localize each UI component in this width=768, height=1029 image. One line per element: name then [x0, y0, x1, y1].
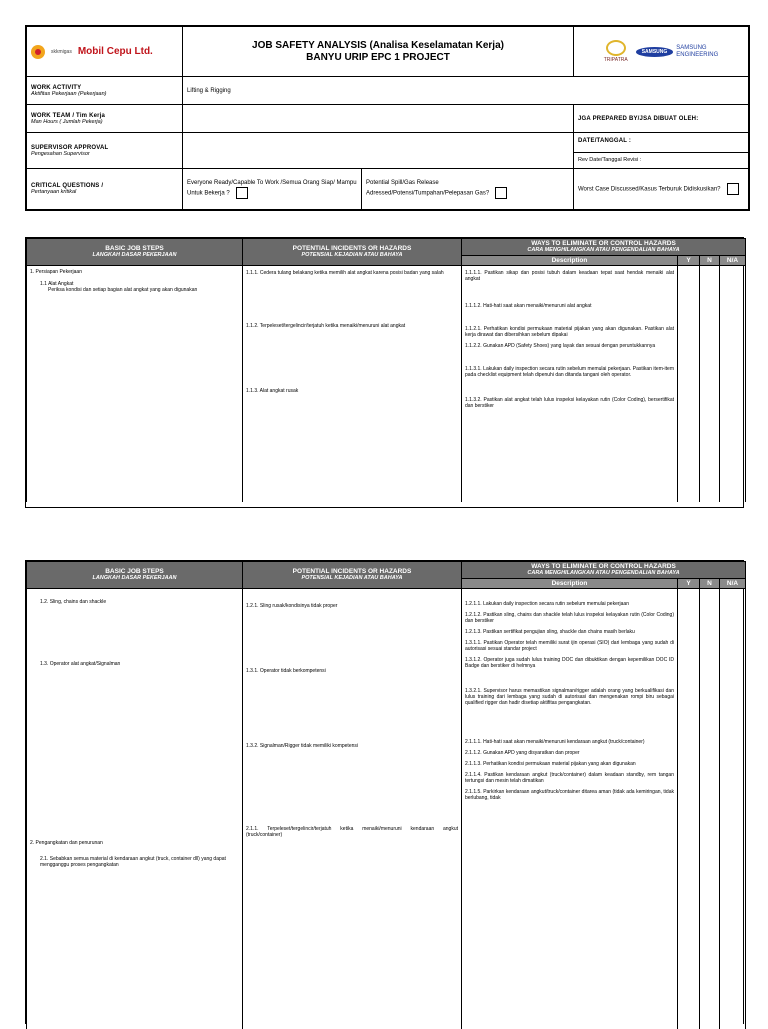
critical-question-1: Everyone Ready/Capable To Work /Semua Orang Siap/ Mampu Untuk Bekerja ?	[183, 169, 362, 210]
jsa-table-page-2	[25, 560, 744, 1024]
control-1-3-1-1: 1.3.1.1. Pastikan Operator telah memiliki surat ijin operasi (SIO) dari lembaga yang sudah di autorisasi sesuai standar project	[465, 640, 674, 652]
control-2-1-1-1: 2.1.1.1. Hati-hati saat akan menaiki/menuruni kendaraan angkut (truck/container)	[465, 739, 645, 745]
na-header: N/A	[720, 579, 746, 589]
step-1-1: 1.1 Alat Angkat	[40, 281, 74, 287]
control-1-1-3-1: 1.1.3.1. Lakukan daily inspection secara rutin sebelum memulai pekerjaan. Pastikan item-item pada checklist equipment telah dipenuhi dan ditanda tangani oleh operator.	[465, 366, 674, 378]
work-activity-label: WORK ACTIVITY Aktifitas Pekerjaan (Pekerjaan)	[27, 77, 183, 105]
hazard-1-1-1: 1.1.1. Cedera tulang belakang ketika memilih alat angkat karena posisi badan yang salah	[246, 270, 444, 276]
basic-steps-header: BASIC JOB STEPS LANGKAH DASAR PEKERJAAN	[27, 239, 243, 266]
step-1: 1. Persiapan Pekerjaan	[30, 269, 82, 275]
control-1-3-2-1: 1.3.2.1. Supervisor harus memastikan signalman/rigger adalah orang yang berkualifikasi dan lulus training dari lembaga yang sudah di autorisasi dan mengenakan rompi biru sebagai qualified rigger dan hadir disetiap aktifitas pengangkatan.	[465, 688, 674, 706]
hazard-1-3-1: 1.3.1. Operator tidak berkompetensi	[246, 668, 326, 674]
title-cell	[183, 27, 574, 77]
control-1-2-1-1: 1.2.1.1. Lakukan daily inspection secara rutin sebelum memulai pekerjaan	[465, 601, 629, 607]
basic-steps-cell	[27, 589, 243, 1029]
q2-checkbox[interactable]	[495, 187, 507, 199]
control-1-1-1-1: 1.1.1.1. Pastikan sikap dan posisi tubuh dalam keadaan tepat saat hendak menaiki alat angkat	[465, 270, 674, 282]
control-1-3-1-2: 1.3.1.2. Operator juga sudah lulus training DOC dan dibuktikan dengan kepemilikan DOC ID Badge dan berstiker di helmnya	[465, 657, 674, 669]
skkmigas-logo-icon	[31, 45, 45, 59]
n-cell[interactable]	[700, 266, 720, 502]
control-1-1-1-2: 1.1.1.2. Hati-hati saat akan menaiki/menuruni alat angkat	[465, 303, 592, 309]
q3-checkbox[interactable]	[727, 183, 739, 195]
partner-logos	[574, 27, 749, 77]
jsa-header-form	[25, 25, 750, 211]
q1-checkbox[interactable]	[236, 187, 248, 199]
hazards-cell	[243, 589, 462, 1029]
hazards-cell	[243, 266, 462, 502]
description-header: Description	[462, 256, 678, 266]
prepared-by-field[interactable]: JGA PREPARED BY/JSA DIBUAT OLEH:	[574, 105, 749, 133]
controls-cell	[462, 266, 678, 502]
description-header: Description	[462, 579, 678, 589]
controls-cell	[462, 589, 678, 1029]
document-title: JOB SAFETY ANALYSIS (Analisa Keselamatan Kerja)	[252, 39, 504, 51]
control-1-1-2-1: 1.1.2.1. Perhatikan kondisi permukaan material pijakan yang akan digunakan. Pastikan alat kerja dirawat dan dibersihkan sebelum dipakai	[465, 326, 674, 338]
y-header: Y	[678, 256, 700, 266]
project-title: BANYU URIP EPC 1 PROJECT	[306, 51, 450, 63]
n-cell[interactable]	[700, 589, 720, 1029]
jsa-table-page-1	[25, 237, 744, 508]
basic-steps-cell	[27, 266, 243, 502]
critical-question-2: Potential Spill/Gas Release Adressed/Potensi/Tumpahan/Pelepasan Gas?	[362, 169, 574, 210]
critical-question-3: Worst Case Discussed/Kasus Terburuk Didiskusikan?	[574, 169, 749, 210]
n-header: N	[700, 256, 720, 266]
critical-questions-label: CRITICAL QUESTIONS / Pertanyaan kritikal	[27, 169, 183, 210]
hazard-1-1-3: 1.1.3. Alat angkat rusak	[246, 388, 299, 394]
step-1-1-desc: Periksa kondisi dan setiap bagian alat angkat yang akan digunakan	[48, 287, 198, 293]
supervisor-approval-field[interactable]	[183, 133, 574, 169]
control-1-1-2-2: 1.1.2.2. Gunakan APD (Safety Shoes) yang layak dan sesuai dengan peruntukkannya	[465, 343, 656, 349]
hazard-1-3-2: 1.3.2. Signalman/Rigger tidak memiliki kompetensi	[246, 743, 358, 749]
na-cell[interactable]	[720, 589, 746, 1029]
control-1-2-1-3: 1.2.1.3. Pastikan sertifikat pengujian sling, shackle dan chains masih berlaku	[465, 629, 635, 635]
company-logo-cell	[27, 27, 183, 77]
control-2-1-1-5: 2.1.1.5. Parkirkan kendaraan angkut/truck/container ditarea aman (tidak ada kemiringan, tidak berlubang, tidak	[465, 789, 674, 801]
step-1-3: 1.3. Operator alat angkat/Signalman	[40, 661, 121, 667]
controls-header: WAYS TO ELIMINATE OR CONTROL HAZARDS CARA MENGHILANGKAN ATAU PENGENDALIAN BAHAYA	[462, 239, 746, 256]
control-1-1-3-2: 1.1.3.2. Pastikan alat angkat telah lulus inspeksi kelayakan rutin (Color Coding), bersertifikat dan berstiker	[465, 397, 674, 409]
company-sub: skkmigas	[51, 48, 72, 55]
control-2-1-1-3: 2.1.1.3. Perhatikan kondisi permukaan material pijakan yang akan digunakan	[465, 761, 636, 767]
basic-steps-header: BASIC JOB STEPS LANGKAH DASAR PEKERJAAN	[27, 562, 243, 589]
supervisor-approval-label: SUPERVISOR APPROVAL Pengesahan Supervisor	[27, 133, 183, 169]
control-2-1-1-2: 2.1.1.2. Gunakan APD yang disyaratkan dan proper	[465, 750, 580, 756]
control-2-1-1-4: 2.1.1.4. Pastikan kendaraan angkut (truck/container) dalam keadaan standby, rem tangan tertungsi dan mesin telah dimatikan	[465, 772, 674, 784]
controls-header: WAYS TO ELIMINATE OR CONTROL HAZARDS CARA MENGHILANGKAN ATAU PENGENDALIAN BAHAYA	[462, 562, 746, 579]
na-header: N/A	[720, 256, 746, 266]
y-header: Y	[678, 579, 700, 589]
date-field[interactable]: DATE/TANGGAL : Rev Date/Tanggal Revisi :	[574, 133, 749, 169]
step-1-2: 1.2. Sling, chains dan shackle	[40, 599, 107, 605]
hazard-1-2-1: 1.2.1. Sling rusak/kondisinya tidak proper	[246, 603, 338, 609]
n-header: N	[700, 579, 720, 589]
hazard-2-1-1: 2.1.1. Terpeleset/tergelincir/terjatuh ketika menaiki/menuruni kendaraan angkut (truck/container)	[246, 826, 458, 838]
samsung-logo-icon: SAMSUNG SAMSUNG ENGINEERING	[636, 45, 719, 59]
rev-date-label: Rev Date/Tanggal Revisi :	[574, 152, 748, 164]
step-2-1: 2.1. Sebabkan semua material di kendaraan angkut (truck, container dll) yang dapat mengganggu proses pengangkatan	[40, 856, 226, 868]
work-team-label: WORK TEAM / Tim Kerja Man Hours ( Jumlah Pekerja)	[27, 105, 183, 133]
hazard-1-1-2: 1.1.2. Terpeleset/tergelincir/terjatuh ketika menaiki/menuruni alat angkat	[246, 323, 406, 329]
na-cell[interactable]	[720, 266, 746, 502]
control-1-2-1-2: 1.2.1.2. Pastikan sling, chains dan shackle telah lulus inspeksi kelayakan rutin (Color Coding) dan berstiker	[465, 612, 674, 624]
company-name: Mobil Cepu Ltd.	[77, 46, 153, 57]
hazards-header: POTENTIAL INCIDENTS OR HAZARDS POTENSIAL KEJADIAN ATAU BAHAYA	[243, 239, 462, 266]
y-cell[interactable]	[678, 266, 700, 502]
work-team-field[interactable]	[183, 105, 574, 133]
hazards-header: POTENTIAL INCIDENTS OR HAZARDS POTENSIAL KEJADIAN ATAU BAHAYA	[243, 562, 462, 589]
step-2: 2. Pengangkatan dan penurunan	[30, 840, 103, 846]
tripatra-logo-icon: TRIPATRA	[604, 40, 628, 63]
y-cell[interactable]	[678, 589, 700, 1029]
work-activity-value[interactable]: Lifting & Rigging	[183, 77, 749, 105]
